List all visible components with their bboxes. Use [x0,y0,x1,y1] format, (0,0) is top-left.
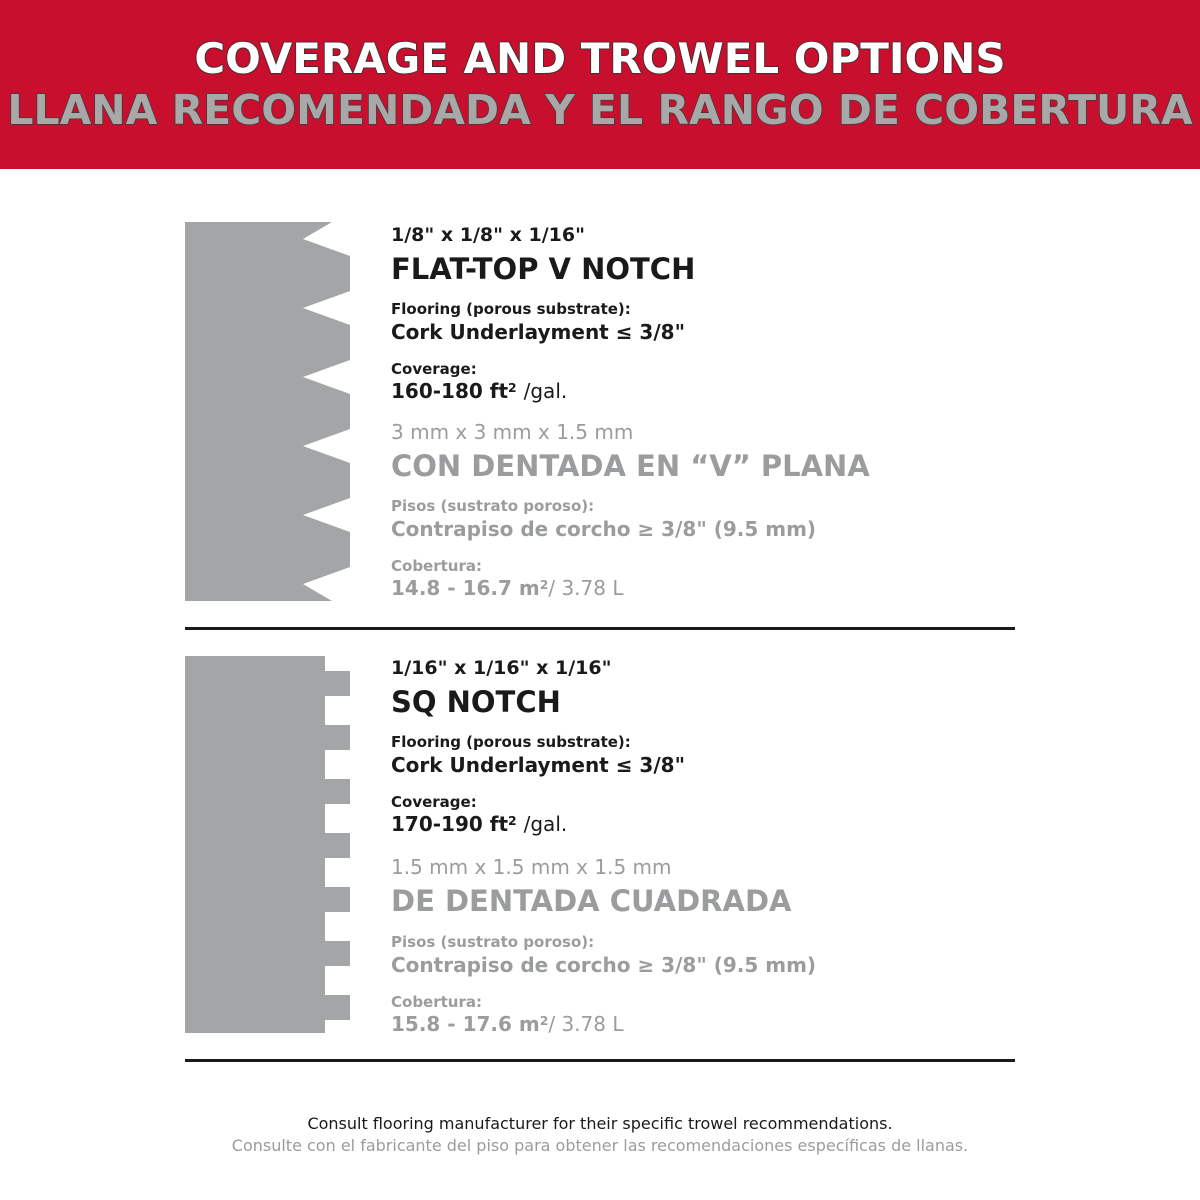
coverage-unit: /gal. [523,379,568,403]
page-title: COVERAGE AND TROWEL OPTIONS [194,34,1006,83]
coverage-label: Coverage: [391,360,477,378]
coverage-unit-spanish: / 3.78 L [548,1012,624,1036]
coverage-value-spanish: 14.8 - 16.7 $m^2/$ 3.78 L [391,576,624,600]
flooring-label-spanish: Pisos (sustrato poroso): [391,933,595,951]
coverage-value-spanish: 15.8 - 17.6 $m^2/$ 3.78 L [391,1012,624,1036]
flooring-value-spanish: Contrapiso de corcho ≥ 3/8" (9.5 mm) [391,953,817,977]
section-divider [185,627,1015,630]
coverage-value: 160-180 $ft^2$ /gal. [391,379,568,403]
trowel-name: FLAT-TOP V NOTCH [391,252,696,286]
trowel-size-spanish: 1.5 mm x 1.5 mm x 1.5 mm [391,855,672,879]
coverage-label-spanish: Cobertura: [391,993,482,1011]
flooring-label-spanish: Pisos (sustrato poroso): [391,497,595,515]
page-title-spanish: LLANA RECOMENDADA Y EL RANGO DE COBERTURA [7,86,1193,134]
header-banner [0,0,1200,169]
trowel-details-square-notch [391,655,1031,1040]
trowel-details-v-notch [391,222,1031,607]
footer-note: Consult flooring manufacturer for their specific trowel recommendations. [307,1114,893,1133]
trowel-name-spanish: CON DENTADA EN “V” PLANA [391,449,870,483]
trowel-name: SQ NOTCH [391,685,561,719]
trowel-size-spanish: 3 mm x 3 mm x 1.5 mm [391,420,634,444]
trowel-name-spanish: DE DENTADA CUADRADA [391,884,792,918]
coverage-label-spanish: Cobertura: [391,557,482,575]
coverage-unit: /gal. [523,812,568,836]
v-notch-trowel-icon [185,222,351,602]
flooring-value: Cork Underlayment ≤ 3/8" [391,753,685,777]
flooring-label: Flooring (porous substrate): [391,300,631,318]
square-notch-trowel-icon [185,656,351,1034]
coverage-unit-spanish: / 3.78 L [548,576,624,600]
coverage-value: 170-190 $ft^2$ /gal. [391,812,568,836]
section-divider [185,1059,1015,1062]
flooring-value: Cork Underlayment ≤ 3/8" [391,320,685,344]
trowel-size: 1/8" x 1/8" x 1/16" [391,224,586,246]
flooring-value-spanish: Contrapiso de corcho ≥ 3/8" (9.5 mm) [391,517,817,541]
coverage-label: Coverage: [391,793,477,811]
flooring-label: Flooring (porous substrate): [391,733,631,751]
trowel-size: 1/16" x 1/16" x 1/16" [391,657,612,679]
footer-note-spanish: Consulte con el fabricante del piso para obtener las recomendaciones específicas de llanas. [231,1136,969,1155]
